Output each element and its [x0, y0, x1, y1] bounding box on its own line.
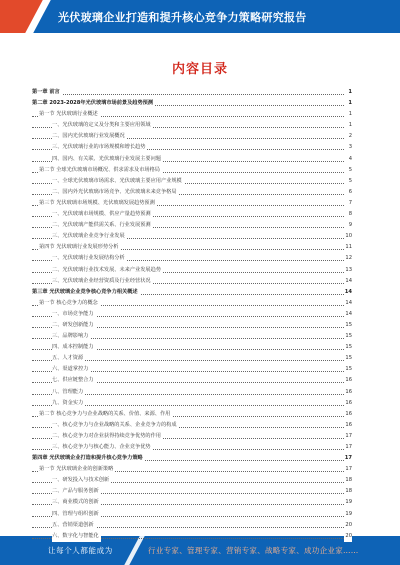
toc-entry-text: 三、核心竞争力与核心能力、企业竞争优势 — [52, 442, 153, 453]
toc-page-number: 14 — [344, 287, 352, 298]
toc-page-number: 8 — [344, 209, 352, 220]
footer-slogan-right: 行业专家、管理专家、营销专家、战略专家、成功企业家…… — [148, 546, 359, 555]
toc-page-number: 16 — [344, 420, 352, 431]
toc-entry-text: 三、光伏玻璃行业的市场规模和增长趋势 — [52, 142, 147, 153]
toc-page-number: 17 — [344, 431, 352, 442]
toc-entry-text: 第二节 全球光伏玻璃市场概况、供求需求及市场格局 — [39, 165, 162, 176]
toc-entry-text: 三、品牌影响力 — [52, 331, 90, 342]
toc-subsection-entry[interactable] — [32, 342, 352, 353]
toc-chapter-entry[interactable] — [32, 287, 352, 298]
toc-subsection-entry[interactable] — [32, 486, 352, 497]
toc-page-number: 5 — [344, 165, 352, 176]
toc-entry-text: 五、营销渠道创新 — [52, 520, 96, 531]
toc-page-number: 4 — [344, 154, 352, 165]
toc-entry-text: 四、成本控制能力 — [52, 342, 96, 353]
toc-entry-text: 八、管理能力 — [52, 387, 85, 398]
toc-entry-text: 五、人才资源 — [52, 353, 85, 364]
toc-page-number: 9 — [344, 220, 352, 231]
toc-entry-text: 二、光伏玻璃行业技术发展、未来产业发展趋势 — [52, 265, 163, 276]
toc-subsection-entry[interactable] — [32, 431, 352, 442]
toc-subsection-entry[interactable] — [32, 154, 352, 165]
toc-page-number: 18 — [344, 475, 352, 486]
toc-page-number: 1 — [344, 98, 352, 109]
toc-subsection-entry[interactable] — [32, 120, 352, 131]
toc-section-entry[interactable] — [32, 242, 352, 253]
toc-page-number: 2 — [344, 131, 352, 142]
toc-page-number: 7 — [344, 198, 352, 209]
toc-entry-text: 二、光伏玻璃产能供需关系、行业发展预测 — [52, 220, 153, 231]
toc-subsection-entry[interactable] — [32, 220, 352, 231]
toc-page-number: 11 — [344, 242, 352, 253]
toc-entry-text: 第一节 光伏玻璃企业的创新策略 — [39, 464, 115, 475]
toc-page-number: 15 — [344, 331, 352, 342]
report-title: 光伏玻璃企业打造和提升核心竞争力策略研究报告 — [58, 11, 307, 24]
toc-page-number: 1 — [344, 87, 352, 98]
toc-entry-text: 第四章 光伏玻璃企业打造和提升核心竞争力策略 — [32, 453, 145, 464]
toc-page-number: 1 — [344, 120, 352, 131]
toc-section-entry[interactable] — [32, 109, 352, 120]
toc-subsection-entry[interactable] — [32, 209, 352, 220]
toc-entry-text: 七、供应链整合力 — [52, 375, 96, 386]
toc-page-number: 16 — [344, 387, 352, 398]
toc-entry-text: 第三章 光伏玻璃企业竞争核心竞争力相关概述 — [32, 287, 140, 298]
toc-page-number: 3 — [344, 142, 352, 153]
toc-chapter-entry[interactable] — [32, 98, 352, 109]
toc-subsection-entry[interactable] — [32, 176, 352, 187]
toc-entry-text: 三、光伏玻璃企业经营资质及行业经营状况 — [52, 276, 153, 287]
toc-page-number: 14 — [344, 276, 352, 287]
toc-entry-text: 四、国内、有关联、光伏玻璃行业发展主要问题 — [52, 154, 163, 165]
toc-subsection-entry[interactable] — [32, 353, 352, 364]
toc-page-number: 19 — [344, 497, 352, 508]
toc-entry-text: 一、光伏玻璃的定义及分类和主要应用领域 — [52, 120, 153, 131]
toc-entry-text: 二、国内外光伏玻璃市场竞争、光伏玻璃未来竞争格局 — [52, 187, 179, 198]
toc-page-number: 17 — [344, 453, 352, 464]
toc-entry-text: 第二章 2023-2028年光伏玻璃市场前景及趋势预测 — [32, 98, 155, 109]
toc-subsection-entry[interactable] — [32, 142, 352, 153]
toc-entry-text: 一、光伏玻璃市场规模、供应产量趋势预测 — [52, 209, 153, 220]
toc-subsection-entry[interactable] — [32, 509, 352, 520]
toc-subsection-entry[interactable] — [32, 131, 352, 142]
toc-entry-text: 二、核心竞争力对企业获得持续竞争优势的作用 — [52, 431, 163, 442]
toc-subsection-entry[interactable] — [32, 253, 352, 264]
toc-entry-text: 一、研发投入与技术创新 — [52, 475, 111, 486]
toc-entry-text: 二、产品与服务创新 — [52, 486, 101, 497]
toc-section-entry[interactable] — [32, 298, 352, 309]
toc-section-entry[interactable] — [32, 464, 352, 475]
toc-subsection-entry[interactable] — [32, 364, 352, 375]
footer-slogan-left: 让每个人都能成为 — [48, 546, 113, 555]
toc-page-number: 16 — [344, 409, 352, 420]
toc-entry-text: 一、光伏玻璃行业发展结构分析 — [52, 253, 127, 264]
toc-page-number: 6 — [344, 187, 352, 198]
toc-title: 内容目录 — [171, 62, 228, 77]
toc-subsection-entry[interactable] — [32, 420, 352, 431]
toc-entry-text: 九、资金实力 — [52, 398, 85, 409]
toc-entry-text: 一、市场竞争能力 — [52, 309, 96, 320]
toc-page-number: 13 — [344, 265, 352, 276]
toc-page-number: 20 — [344, 520, 352, 531]
toc-page-number: 1 — [344, 109, 352, 120]
toc-entry-text: 第四节 光伏玻璃行业发展形势分析 — [39, 242, 120, 253]
toc-dot-leader — [32, 94, 344, 95]
toc-page-number: 14 — [344, 309, 352, 320]
toc-section-entry[interactable] — [32, 198, 352, 209]
toc-subsection-entry[interactable] — [32, 231, 352, 242]
toc-page-number: 12 — [344, 253, 352, 264]
toc-page-number: 14 — [344, 298, 352, 309]
toc-entry-text: 第一节 光伏玻璃行业概述 — [39, 109, 100, 120]
toc-page-number: 10 — [344, 231, 352, 242]
toc-page-number: 20 — [344, 531, 352, 542]
toc-entry-text: 第三节 光伏玻璃市场规模、光伏玻璃发展趋势预测 — [39, 198, 157, 209]
toc-entry-text: 三、商业模式的创新 — [52, 497, 101, 508]
toc-subsection-entry[interactable] — [32, 520, 352, 531]
toc-page-number: 18 — [344, 486, 352, 497]
toc-page-number: 15 — [344, 353, 352, 364]
toc-entry-text: 六、渠道掌控力 — [52, 364, 90, 375]
toc-entry-text: 二、研发创新能力 — [52, 320, 96, 331]
toc-subsection-entry[interactable] — [32, 375, 352, 386]
toc-entry-text: 第二节 核心竞争力与企业战略的关系、价值、来源、作用 — [39, 409, 172, 420]
toc-subsection-entry[interactable] — [32, 309, 352, 320]
toc-subsection-entry[interactable] — [32, 442, 352, 453]
toc-entry-text: 四、管理与组织创新 — [52, 509, 101, 520]
toc-page-number: 15 — [344, 364, 352, 375]
toc-section-entry[interactable] — [32, 165, 352, 176]
toc-entry-text: 二、国内光伏玻璃行业发展概况 — [52, 131, 127, 142]
toc-page-number: 16 — [344, 398, 352, 409]
toc-subsection-entry[interactable] — [32, 276, 352, 287]
toc-page-number: 15 — [344, 320, 352, 331]
toc-entry-text: 六、数字化与智能化 — [52, 531, 101, 542]
toc-subsection-entry[interactable] — [32, 320, 352, 331]
header-band — [0, 0, 400, 33]
toc-subsection-entry[interactable] — [32, 265, 352, 276]
toc-chapter-entry[interactable] — [32, 453, 352, 464]
toc-entry-text: 一、全球光伏玻璃市场需求、光伏玻璃主要应用产业规模 — [52, 176, 184, 187]
toc-page-number: 19 — [344, 509, 352, 520]
toc-subsection-entry[interactable] — [32, 398, 352, 409]
toc-subsection-entry[interactable] — [32, 331, 352, 342]
toc-subsection-entry[interactable] — [32, 187, 352, 198]
toc-entry-text: 一、核心竞争力与企业战略的关系、企业竞争力的构成 — [52, 420, 179, 431]
toc-page-number: 15 — [344, 342, 352, 353]
toc-page-number: 17 — [344, 464, 352, 475]
toc-entry-text: 第一章 前言 — [32, 87, 62, 98]
toc-entry-text: 第一节 核心竞争力的概念 — [39, 298, 100, 309]
toc-subsection-entry[interactable] — [32, 387, 352, 398]
toc-section-entry[interactable] — [32, 409, 352, 420]
toc-entry-text: 三、光伏玻璃企业竞争行业发展 — [52, 231, 127, 242]
toc-page-number: 5 — [344, 176, 352, 187]
toc-page-number: 17 — [344, 442, 352, 453]
toc-subsection-entry[interactable] — [32, 475, 352, 486]
toc-page-number: 16 — [344, 375, 352, 386]
table-of-contents — [32, 87, 352, 542]
toc-subsection-entry[interactable] — [32, 497, 352, 508]
toc-chapter-entry[interactable] — [32, 87, 352, 98]
footer-divider — [124, 536, 144, 565]
